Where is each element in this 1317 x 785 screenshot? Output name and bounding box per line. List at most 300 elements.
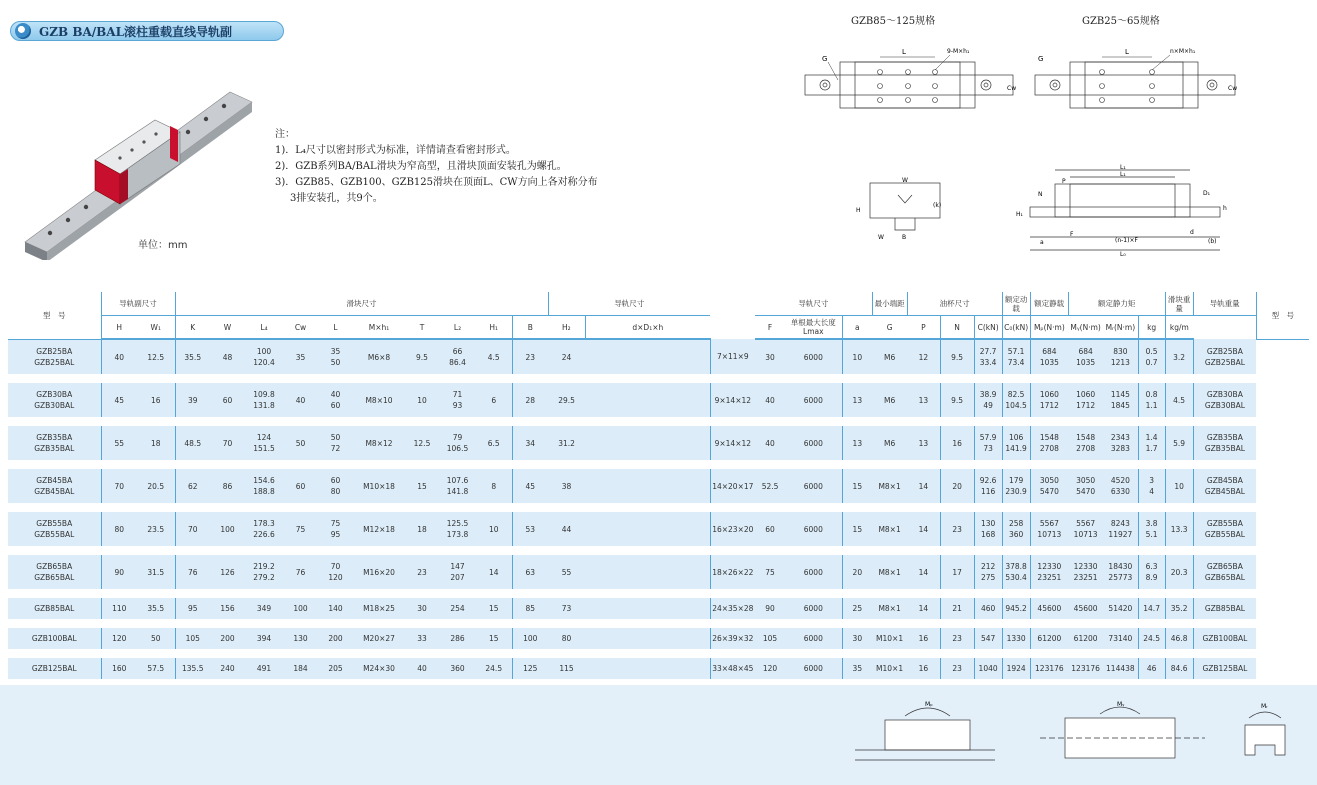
table-cell: 14 [907, 469, 940, 503]
table-cell: M6 [872, 426, 907, 460]
table-cell: 57.9 73 [974, 426, 1002, 460]
table-cell: 20 [842, 555, 872, 589]
table-cell: 13 [842, 383, 872, 417]
table-cell: GZB45BA GZB45BAL [1193, 469, 1256, 503]
group-min-end: 最小端距 [872, 292, 907, 316]
table-cell: 100 [210, 512, 245, 546]
table-cell: 9×14×12 [710, 426, 755, 460]
table-cell: 3050 5470 [1068, 469, 1103, 503]
spec-table [8, 292, 1309, 679]
table-cell: 14 [907, 555, 940, 589]
group-rail-pair: 导轨副尺寸 [101, 292, 175, 316]
group-rail-weight: 导轨重量 [1193, 292, 1256, 316]
table-cell: 212 275 [974, 555, 1002, 589]
table-cell: M24×30 [353, 658, 405, 679]
table-cell: 109.8 131.8 [245, 383, 283, 417]
spec-table-grid [8, 292, 1309, 679]
table-cell: 125.5 173.8 [439, 512, 476, 546]
table-cell: 33 [405, 628, 439, 649]
table-cell: 10 [405, 383, 439, 417]
table-cell: 75 95 [318, 512, 353, 546]
svg-text:a: a [1040, 239, 1044, 246]
table-cell: M18×25 [353, 598, 405, 619]
table-cell: 18430 25773 [1103, 555, 1138, 589]
table-cell: 20.3 [1165, 555, 1193, 589]
table-cell: GZB85BAL [1193, 598, 1256, 619]
table-cell: 14.7 [1138, 598, 1165, 619]
table-cell: 200 [210, 628, 245, 649]
table-cell: 46 [1138, 658, 1165, 679]
table-cell: 6000 [785, 658, 842, 679]
svg-text:9-M×h₁: 9-M×h₁ [947, 48, 970, 55]
table-cell: 53 [512, 512, 548, 546]
svg-text:H: H [856, 207, 861, 214]
table-cell: 23.5 [137, 512, 175, 546]
table-cell: 106 141.9 [1002, 426, 1030, 460]
svg-text:G: G [822, 55, 828, 63]
table-cell: 73140 [1103, 628, 1138, 649]
svg-text:B: B [902, 234, 907, 241]
table-cell: 5567 10713 [1068, 512, 1103, 546]
svg-text:N: N [1038, 191, 1043, 198]
table-cell: 26×39×32 [710, 628, 755, 649]
table-cell: 45600 [1068, 598, 1103, 619]
table-cell: M8×1 [872, 512, 907, 546]
table-cell: 80 [548, 628, 585, 649]
table-cell: 92.6 116 [974, 469, 1002, 503]
notes-heading: 注： [275, 129, 295, 140]
table-cell: 66 86.4 [439, 339, 476, 374]
table-row [8, 383, 1309, 417]
col-header: L₄ [245, 316, 283, 340]
table-cell: 14 [476, 555, 512, 589]
col-header: C(kN) [974, 316, 1002, 340]
table-cell: M20×27 [353, 628, 405, 649]
table-cell: 5.9 [1165, 426, 1193, 460]
table-cell: 6000 [785, 628, 842, 649]
table-cell: 40 [405, 658, 439, 679]
table-cell: 75 [755, 555, 785, 589]
table-cell: 258 360 [1002, 512, 1030, 546]
col-header: F [755, 316, 785, 340]
svg-text:Cw: Cw [1007, 85, 1017, 92]
table-cell: GZB125BAL [8, 658, 101, 679]
table-cell: 55 [548, 555, 585, 589]
table-cell: 48 [210, 339, 245, 374]
table-cell: 61200 [1068, 628, 1103, 649]
table-cell: 90 [101, 555, 137, 589]
group-block: 滑块尺寸 [175, 292, 548, 316]
side-view-drawing [1010, 162, 1230, 257]
table-cell: 20.5 [137, 469, 175, 503]
top-view-drawing-small [1030, 40, 1250, 130]
spec-title-large: GZB85～125规格 [851, 16, 936, 27]
table-cell: M12×18 [353, 512, 405, 546]
table-cell: 24.5 [1138, 628, 1165, 649]
table-cell: 95 [175, 598, 210, 619]
col-model: 型 号 [8, 292, 101, 339]
moment-diagram-roll [1235, 700, 1295, 775]
table-cell: 105 [755, 628, 785, 649]
table-cell: 349 [245, 598, 283, 619]
table-cell: GZB25BA GZB25BAL [8, 339, 101, 374]
table-cell: 29.5 [548, 383, 585, 417]
group-rail-2: 导轨尺寸 [755, 292, 872, 316]
col-model-right: 型 号 [1256, 292, 1309, 339]
table-cell: 684 1035 [1030, 339, 1068, 374]
table-cell: 200 [318, 628, 353, 649]
table-cell: 12 [907, 339, 940, 374]
table-cell: 120 [755, 658, 785, 679]
table-cell: 38.9 49 [974, 383, 1002, 417]
table-cell: 35.5 [137, 598, 175, 619]
table-cell: 107.6 141.8 [439, 469, 476, 503]
table-cell: GZB30BA GZB30BAL [8, 383, 101, 417]
table-cell: 12330 23251 [1068, 555, 1103, 589]
col-header: a [842, 316, 872, 340]
table-cell: M10×1 [872, 628, 907, 649]
table-cell: 90 [755, 598, 785, 619]
table-cell: 30 [755, 339, 785, 374]
table-cell: 10 [1165, 469, 1193, 503]
table-cell: 6.3 8.9 [1138, 555, 1165, 589]
table-cell: 12330 23251 [1030, 555, 1068, 589]
table-cell: 75 [283, 512, 318, 546]
table-cell: 16 [907, 658, 940, 679]
table-cell: 57.1 73.4 [1002, 339, 1030, 374]
table-cell: 178.3 226.6 [245, 512, 283, 546]
table-cell: 45 [512, 469, 548, 503]
table-cell: 60 [283, 469, 318, 503]
col-header: C₀(kN) [1002, 316, 1030, 340]
table-cell: 24.5 [476, 658, 512, 679]
table-cell: GZB35BA GZB35BAL [1193, 426, 1256, 460]
table-cell: 23 [940, 658, 974, 679]
table-cell: 20 [940, 469, 974, 503]
table-cell: 6000 [785, 383, 842, 417]
table-cell: 15 [476, 628, 512, 649]
table-cell: 50 [137, 628, 175, 649]
table-cell: GZB30BA GZB30BAL [1193, 383, 1256, 417]
col-header: K [175, 316, 210, 340]
table-cell: 3.8 5.1 [1138, 512, 1165, 546]
table-cell: 15 [476, 598, 512, 619]
svg-text:L₁: L₁ [1120, 164, 1126, 171]
table-cell: 147 207 [439, 555, 476, 589]
table-cell: 160 [101, 658, 137, 679]
col-header: d×D₁×h [585, 316, 710, 340]
col-header: W [210, 316, 245, 340]
table-cell: 1040 [974, 658, 1002, 679]
table-cell: 28 [512, 383, 548, 417]
table-cell: M6 [872, 383, 907, 417]
table-cell: M8×12 [353, 426, 405, 460]
table-cell: 3.2 [1165, 339, 1193, 374]
col-header: Mᵣ(N·m) [1103, 316, 1138, 340]
table-cell: 70 120 [318, 555, 353, 589]
table-cell: 10 [476, 512, 512, 546]
table-cell: 52.5 [755, 469, 785, 503]
table-cell: 2343 3283 [1103, 426, 1138, 460]
table-cell: 27.7 33.4 [974, 339, 1002, 374]
svg-text:(k): (k) [933, 202, 942, 209]
table-cell: 18 [405, 512, 439, 546]
table-cell: 45600 [1030, 598, 1068, 619]
col-header: N [940, 316, 974, 340]
table-cell: GZB45BA GZB45BAL [8, 469, 101, 503]
table-cell: 100 120.4 [245, 339, 283, 374]
table-cell: 547 [974, 628, 1002, 649]
svg-text:Mₚ: Mₚ [925, 701, 933, 708]
bullet-icon [15, 23, 31, 39]
col-header: M×h₁ [353, 316, 405, 340]
table-cell: 15 [405, 469, 439, 503]
table-cell: 945.2 [1002, 598, 1030, 619]
table-cell: 15 [842, 512, 872, 546]
table-cell: 40 [283, 383, 318, 417]
table-cell: 16×23×20 [710, 512, 755, 546]
svg-text:h: h [1223, 205, 1227, 212]
table-cell: 70 [175, 512, 210, 546]
group-stat: 额定静载 [1030, 292, 1068, 316]
table-cell: 62 [175, 469, 210, 503]
table-cell: 6000 [785, 339, 842, 374]
table-cell: 23 [940, 628, 974, 649]
table-cell: 130 168 [974, 512, 1002, 546]
table-cell: 110 [101, 598, 137, 619]
table-cell: 360 [439, 658, 476, 679]
table-cell: 50 [283, 426, 318, 460]
table-cell: 140 [318, 598, 353, 619]
svg-text:Cw: Cw [1228, 85, 1238, 92]
table-cell: 30 [842, 628, 872, 649]
table-cell: 38 [548, 469, 585, 503]
table-row [8, 598, 1309, 619]
table-row [8, 339, 1309, 374]
svg-text:W: W [902, 177, 908, 184]
note-line: 2)．GZB系列BA/BAL滑块为窄高型，且滑块顶面安装孔为螺孔。 [275, 161, 567, 172]
table-cell: 100 [512, 628, 548, 649]
table-cell: 76 [283, 555, 318, 589]
table-cell: 4520 6330 [1103, 469, 1138, 503]
table-cell: GZB125BAL [1193, 658, 1256, 679]
moment-diagram-yaw [1035, 698, 1210, 776]
table-cell: 124 151.5 [245, 426, 283, 460]
table-cell: 16 [907, 628, 940, 649]
table-cell: 1548 2708 [1030, 426, 1068, 460]
table-cell: 40 [755, 383, 785, 417]
table-cell: 130 [283, 628, 318, 649]
table-cell: M10×1 [872, 658, 907, 679]
table-cell: 23 [940, 512, 974, 546]
table-cell: 40 [101, 339, 137, 374]
table-cell: 684 1035 [1068, 339, 1103, 374]
table-cell: 8 [476, 469, 512, 503]
table-cell: 126 [210, 555, 245, 589]
table-cell: 14 [907, 512, 940, 546]
table-cell: 45 [101, 383, 137, 417]
table-cell: 70 [210, 426, 245, 460]
table-row [8, 512, 1309, 546]
col-header: Cw [283, 316, 318, 340]
table-cell: GZB35BA GZB35BAL [8, 426, 101, 460]
table-cell: GZB55BA GZB55BAL [8, 512, 101, 546]
table-cell: 0.8 1.1 [1138, 383, 1165, 417]
table-cell: 16 [940, 426, 974, 460]
table-cell: 1330 [1002, 628, 1030, 649]
svg-text:(n-1)×F: (n-1)×F [1115, 237, 1138, 244]
col-header: H [101, 316, 137, 340]
table-cell: 31.2 [548, 426, 585, 460]
col-header: L [318, 316, 353, 340]
col-header: kg [1138, 316, 1165, 340]
table-cell: 31.5 [137, 555, 175, 589]
table-cell: 73 [548, 598, 585, 619]
table-cell: 3050 5470 [1030, 469, 1068, 503]
table-cell: M10×18 [353, 469, 405, 503]
col-header: T [405, 316, 439, 340]
table-cell: 1060 1712 [1030, 383, 1068, 417]
moment-diagram-pitch [850, 698, 1000, 776]
table-cell: 14×20×17 [710, 469, 755, 503]
svg-text:d: d [1190, 229, 1194, 236]
table-cell: 40 60 [318, 383, 353, 417]
table-cell: 1924 [1002, 658, 1030, 679]
table-cell: 48.5 [175, 426, 210, 460]
table-cell: 123176 [1030, 658, 1068, 679]
table-cell: 85 [512, 598, 548, 619]
svg-text:F: F [1070, 231, 1074, 238]
svg-text:L: L [1125, 48, 1129, 56]
table-cell: 6000 [785, 469, 842, 503]
table-cell: 76 [175, 555, 210, 589]
table-cell: 8243 11927 [1103, 512, 1138, 546]
table-cell: 460 [974, 598, 1002, 619]
group-oil: 油杯尺寸 [907, 292, 1002, 316]
group-dyn: 额定动载 [1002, 292, 1030, 316]
table-cell: 80 [101, 512, 137, 546]
group-block-weight: 滑块重量 [1165, 292, 1193, 316]
notes-block [275, 127, 598, 207]
product-image [20, 80, 255, 260]
note-line: 3排安装孔，共9个。 [290, 193, 383, 204]
note-line: 1)．L₄尺寸以密封形式为标准，详情请查看密封形式。 [275, 145, 516, 156]
table-cell: 1145 1845 [1103, 383, 1138, 417]
table-cell: 135.5 [175, 658, 210, 679]
col-header: W₁ [137, 316, 175, 340]
table-cell: 123176 [1068, 658, 1103, 679]
table-cell: 9.5 [940, 339, 974, 374]
table-cell: 115 [548, 658, 585, 679]
table-cell: M8×10 [353, 383, 405, 417]
table-row [8, 426, 1309, 460]
table-cell: 35 [283, 339, 318, 374]
title-banner [10, 21, 284, 41]
table-cell: 82.5 104.5 [1002, 383, 1030, 417]
table-cell: 25 [842, 598, 872, 619]
table-cell: 14 [907, 598, 940, 619]
table-cell: 86 [210, 469, 245, 503]
table-cell: 5567 10713 [1030, 512, 1068, 546]
table-cell: 105 [175, 628, 210, 649]
svg-text:(b): (b) [1208, 238, 1217, 245]
table-cell: 219.2 279.2 [245, 555, 283, 589]
table-cell: 378.8 530.4 [1002, 555, 1030, 589]
spec-title-small: GZB25～65规格 [1082, 16, 1160, 27]
table-cell: 34 [512, 426, 548, 460]
table-cell: 51420 [1103, 598, 1138, 619]
table-cell: 830 1213 [1103, 339, 1138, 374]
table-cell: 6000 [785, 512, 842, 546]
table-cell: 33×48×45 [710, 658, 755, 679]
table-cell: 9×14×12 [710, 383, 755, 417]
table-cell: M6 [872, 339, 907, 374]
table-cell: 184 [283, 658, 318, 679]
table-cell: GZB65BA GZB65BAL [1193, 555, 1256, 589]
svg-text:H₁: H₁ [1016, 211, 1023, 218]
col-header: P [907, 316, 940, 340]
table-cell: 9.5 [405, 339, 439, 374]
table-cell: 3 4 [1138, 469, 1165, 503]
group-rail: 导轨尺寸 [548, 292, 710, 316]
svg-text:P: P [1062, 178, 1066, 185]
table-cell: 35 [842, 658, 872, 679]
table-cell: 12.5 [405, 426, 439, 460]
table-cell: GZB25BA GZB25BAL [1193, 339, 1256, 374]
table-cell: 70 [101, 469, 137, 503]
col-header: H₂ [548, 316, 585, 340]
table-cell: 12.5 [137, 339, 175, 374]
col-header: Mᵧ(N·m) [1068, 316, 1103, 340]
table-cell: 491 [245, 658, 283, 679]
table-row [8, 469, 1309, 503]
table-cell: 154.6 188.8 [245, 469, 283, 503]
table-cell: 21 [940, 598, 974, 619]
table-cell: 15 [842, 469, 872, 503]
table-cell: 240 [210, 658, 245, 679]
table-cell: 46.8 [1165, 628, 1193, 649]
table-cell: 179 230.9 [1002, 469, 1030, 503]
table-cell: M8×1 [872, 555, 907, 589]
table-cell: 60 [755, 512, 785, 546]
table-cell: 24×35×28 [710, 598, 755, 619]
table-cell: 61200 [1030, 628, 1068, 649]
table-cell: 13 [907, 383, 940, 417]
table-cell: 71 93 [439, 383, 476, 417]
table-cell: 100 [283, 598, 318, 619]
table-cell: 44 [548, 512, 585, 546]
table-cell: 125 [512, 658, 548, 679]
table-cell: 60 [210, 383, 245, 417]
table-cell: 1060 1712 [1068, 383, 1103, 417]
svg-text:Mᵣ: Mᵣ [1261, 703, 1268, 710]
table-cell: 35.2 [1165, 598, 1193, 619]
table-cell: 39 [175, 383, 210, 417]
col-header: H₁ [476, 316, 512, 340]
table-cell: 57.5 [137, 658, 175, 679]
table-cell: 4.5 [1165, 383, 1193, 417]
table-cell: M6×8 [353, 339, 405, 374]
col-header: L₂ [439, 316, 476, 340]
svg-text:G: G [1038, 55, 1044, 63]
svg-text:D₁: D₁ [1203, 190, 1211, 197]
table-cell: 24 [548, 339, 585, 374]
table-cell: 4.5 [476, 339, 512, 374]
col-header: G [872, 316, 907, 340]
table-cell: 50 72 [318, 426, 353, 460]
svg-text:L₀: L₀ [1120, 251, 1126, 257]
table-cell: 30 [405, 598, 439, 619]
